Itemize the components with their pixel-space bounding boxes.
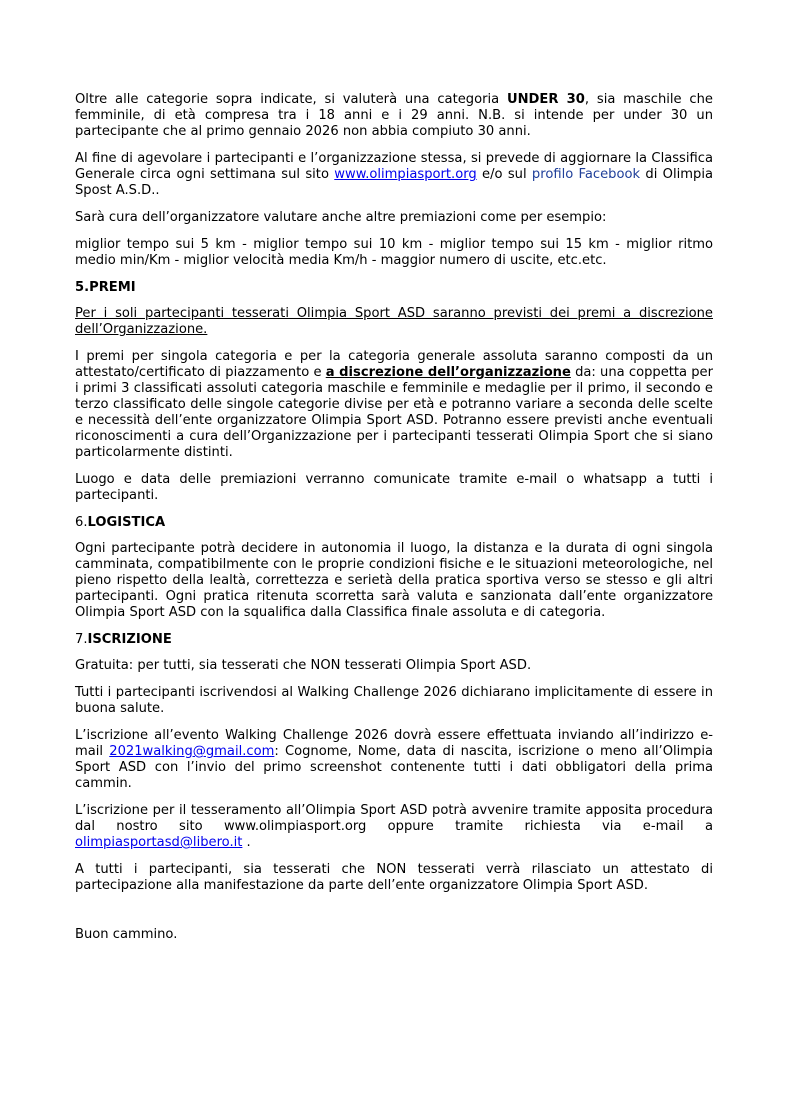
section-number: 5. xyxy=(75,280,90,295)
text: . xyxy=(242,835,251,850)
text: L’iscrizione per il tesseramento all’Olimpia Sport ASD potrà avvenire tramite apposita procedura dal nostro sito www.olimpiasport.org oppure tramite richiesta via e-mail a xyxy=(75,803,713,834)
premi-composition-paragraph xyxy=(75,349,713,461)
text: Oltre alle categorie sopra indicate, si valuterà una categoria xyxy=(75,92,507,107)
section-title: ISCRIZIONE xyxy=(87,632,172,647)
logistica-paragraph: Ogni partecipante potrà decidere in autonomia il luogo, la distanza e la durata di ogni singola camminata, compatibilmente con le proprie condizioni fisiche e le situazioni meteorologiche, nel pieno rispetto della lealtà, correttezza e serietà della pratica sportiva verso se stesso e gli altri partecipanti. Ogni pratica ritenuta scorretta sarà valuta e sanzionata dall’ente organizzatore Olimpia Sport ASD con la squalifica dalla Classifica finale assoluta e di categoria. xyxy=(75,541,713,620)
under30-bold: UNDER 30 xyxy=(506,92,585,107)
premi-tesserati-paragraph: Per i soli partecipanti tesserati Olimpia Sport ASD saranno previsti dei premi a discrezione dell’Organizzazione. xyxy=(75,306,713,337)
text: I premi per singola categoria e per la categoria generale assoluta saranno composti da un attestato/certificato di piazzamento e xyxy=(75,349,713,380)
text: , sia maschile che femminile, di età compresa tra i 18 anni e i 29 anni. N.B. si intende per under 30 un partecipante che al primo gennaio 2026 non abbia compiuto 30 anni. xyxy=(75,92,713,139)
gratuita-paragraph: Gratuita: per tutti, sia tesserati che NON tesserati Olimpia Sport ASD. xyxy=(75,658,532,673)
section-number: 6. xyxy=(75,515,88,530)
luogo-data-paragraph: Luogo e data delle premiazioni verranno comunicate tramite e-mail o whatsapp a tutti i partecipanti. xyxy=(75,472,713,503)
classifica-paragraph xyxy=(75,151,713,199)
discrezione-bold: a discrezione dell’organizzazione xyxy=(325,365,571,380)
facebook-link[interactable]: profilo Facebook xyxy=(531,167,641,182)
libero-email-link[interactable]: olimpiasportasd@libero.it xyxy=(75,835,243,850)
text: : Cognome, Nome, data di nascita, iscrizione o meno all’Olimpia Sport ASD con l’invio del primo screenshot contenente tutti i dati obbligatori della prima cammin. xyxy=(75,744,713,791)
text: e/o sul xyxy=(476,167,532,182)
text: da: una coppetta per i primi 3 classificati assoluti categoria maschile e femminile e medaglie per il primo, il secondo e terzo classificato delle singole categorie divise per età e potranno variare a seconda delle scelte e necessità dell’ente organizzatore Olimpia Sport ASD. Potranno essere previsti anche eventuali riconoscimenti a cura dell’Organizzazione per i partecipanti tesserati Olimpia Sport che si siano particolarmente distinti. xyxy=(75,365,714,460)
tesseramento-paragraph xyxy=(75,803,713,851)
section-heading-logistica xyxy=(75,515,713,531)
under30-paragraph xyxy=(75,92,713,140)
closing-text: Buon cammino. xyxy=(75,927,178,942)
section-title: PREMI xyxy=(89,280,136,295)
text: Al fine di agevolare i partecipanti e l’organizzazione stessa, si prevede di aggiornare la Classifica Generale circa ogni settimana sul sito xyxy=(75,151,713,182)
text: di Olimpia Spost A.S.D.. xyxy=(75,167,713,198)
attestato-paragraph: A tutti i partecipanti, sia tesserati che NON tesserati verrà rilasciato un attestato di partecipazione alla manifestazione da parte dell’ente organizzatore Olimpia Sport ASD. xyxy=(75,862,713,893)
premiazioni-list: miglior tempo sui 5 km - miglior tempo sui 10 km - miglior tempo sui 15 km - miglior ritmo medio min/Km - miglior velocità media Km/h - maggior numero di uscite, etc.etc. xyxy=(75,237,713,268)
section-heading-premi xyxy=(75,280,713,296)
section-heading-iscrizione xyxy=(75,632,713,648)
spacer xyxy=(75,905,713,927)
website-link[interactable]: www.olimpiasport.org xyxy=(334,167,477,182)
salute-paragraph: Tutti i partecipanti iscrivendosi al Walking Challenge 2026 dichiarano implicitamente di essere in buona salute. xyxy=(75,685,713,716)
premiazioni-intro: Sarà cura dell’organizzatore valutare anche altre premiazioni come per esempio: xyxy=(75,210,607,225)
walking-email-link[interactable]: 2021walking@gmail.com xyxy=(109,744,275,759)
text: L’iscrizione all’evento Walking Challenge 2026 dovrà essere effettuata inviando all’indirizzo e-mail xyxy=(75,728,713,759)
document-page xyxy=(75,92,713,954)
section-number: 7. xyxy=(75,632,88,647)
iscrizione-email-paragraph xyxy=(75,728,713,792)
section-title: LOGISTICA xyxy=(87,515,166,530)
